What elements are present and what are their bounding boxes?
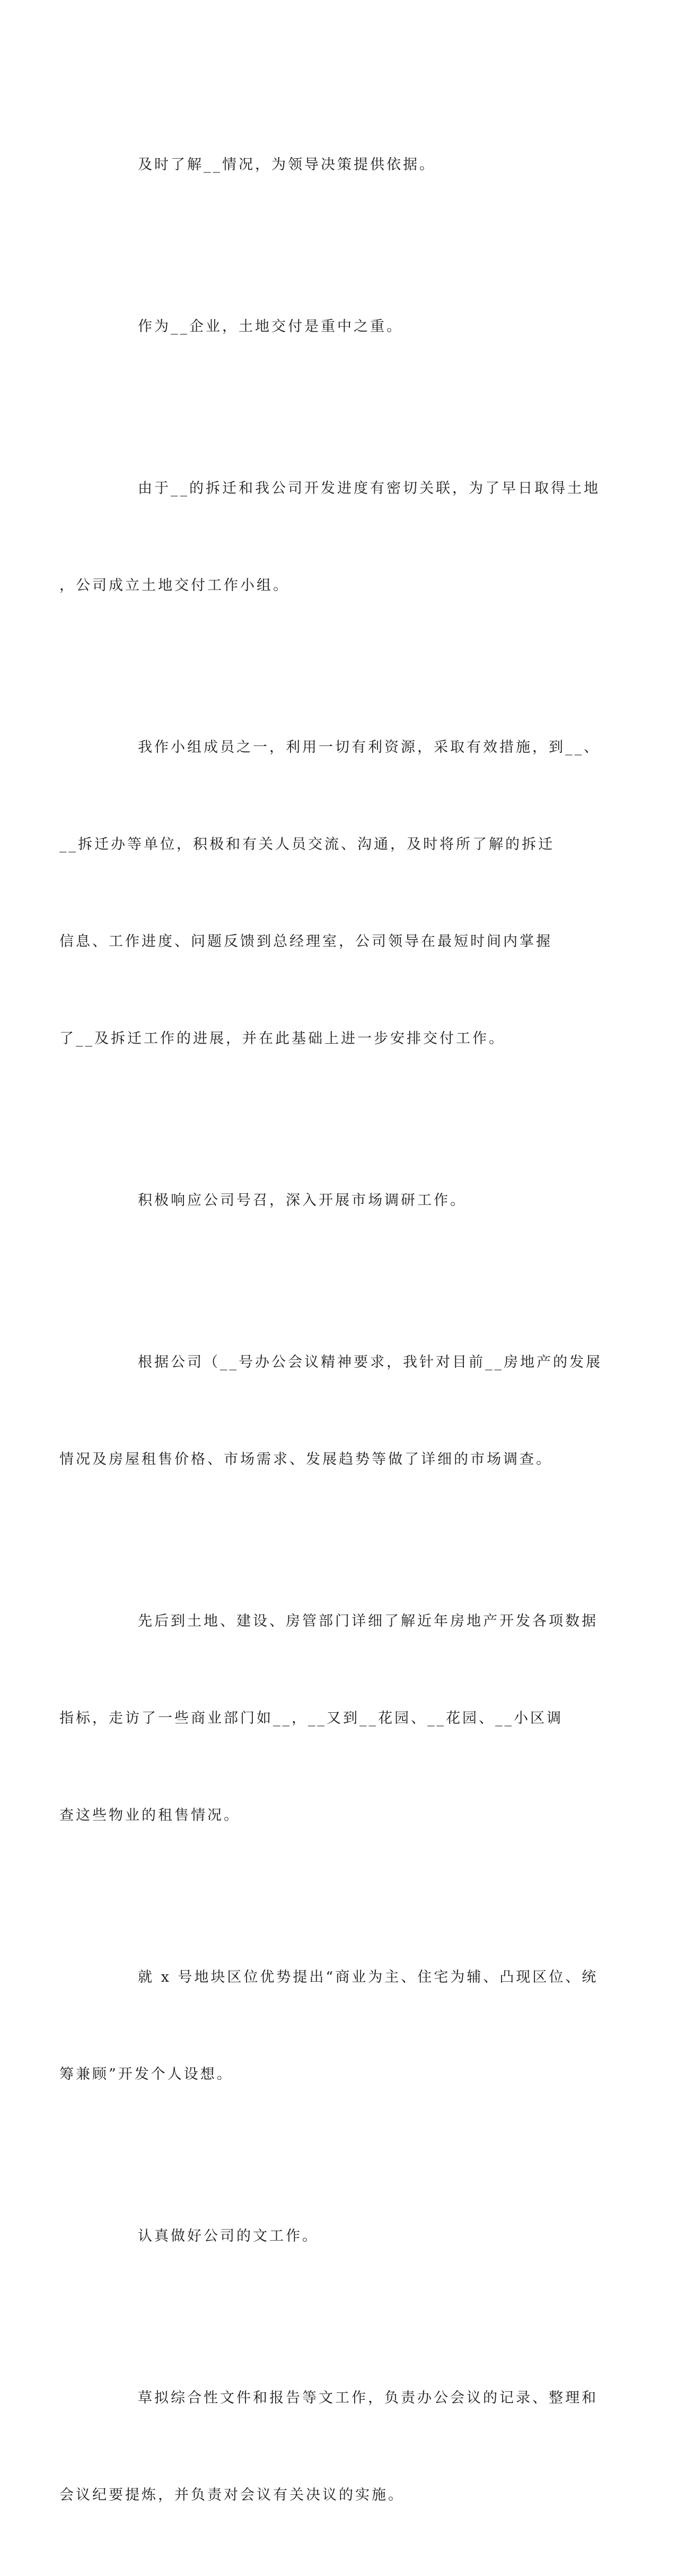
paragraph-5 (99, 1120, 565, 1281)
text-line: 草拟综合性文件和报告等文工作，负责办公会议的记录、整理和 (138, 2390, 598, 2406)
text-line: 先后到土地、建设、房管部门详细了解近年房地产开发各项数据 (138, 1613, 598, 1629)
paragraph-10 (59, 2317, 598, 2576)
text-line: 根据公司（__号办公会议精神要求，我针对目前__房地产的发展 (138, 1354, 602, 1371)
text-line: 情况及房屋租售价格、市场需求、发展趋势等做了详细的市场调查。 (59, 1451, 552, 1468)
text-line: 由于__的拆迁和我公司开发进度有密切关联，为了早日取得土地 (138, 480, 600, 497)
text-line: 积极响应公司号召，深入开展市场调研工作。 (138, 1192, 467, 1209)
document-body (59, 84, 602, 2576)
paragraph-1 (99, 84, 565, 246)
text-line: 会议纪要提炼，并负责对会议有关决议的实施。 (59, 2487, 405, 2503)
text-line: 查这些物业的租售情况。 (59, 1807, 240, 1824)
paragraph-8 (59, 1896, 599, 2155)
text-line: 认真做好公司的文工作。 (138, 2228, 319, 2244)
paragraph-4 (59, 666, 600, 1120)
text-line: 就 x 号地块区位优势提出“商业为主、住宅为辅、凸现区位、统 (138, 1969, 599, 1985)
paragraph-9 (99, 2155, 565, 2317)
paragraph-2 (99, 246, 565, 407)
text-line: 指标，走访了一些商业部门如__，__又到__花园、__花园、__小区调 (59, 1710, 563, 1727)
paragraph-3 (59, 407, 600, 666)
text-line: __拆迁办等单位，积极和有关人员交流、沟通，及时将所了解的拆迁 (59, 836, 555, 853)
text-line: ，公司成立土地交付工作小组。 (59, 577, 289, 594)
paragraph-7 (59, 1540, 598, 1896)
text-line: 信息、工作进度、问题反馈到总经理室，公司领导在最短时间内掌握 (59, 933, 552, 950)
paragraph-6 (59, 1281, 602, 1540)
text-line: 作为__企业，土地交付是重中之重。 (138, 318, 403, 335)
text-line: 筹兼顾”开发个人设想。 (59, 2066, 233, 2083)
text-line: 我作小组成员之一，利用一切有利资源，采取有效措施，到__、 (138, 739, 600, 756)
text-line: 及时了解__情况，为领导决策提供依据。 (138, 157, 436, 173)
text-line: 了__及拆迁工作的进展，并在此基础上进一步安排交付工作。 (59, 1030, 505, 1047)
